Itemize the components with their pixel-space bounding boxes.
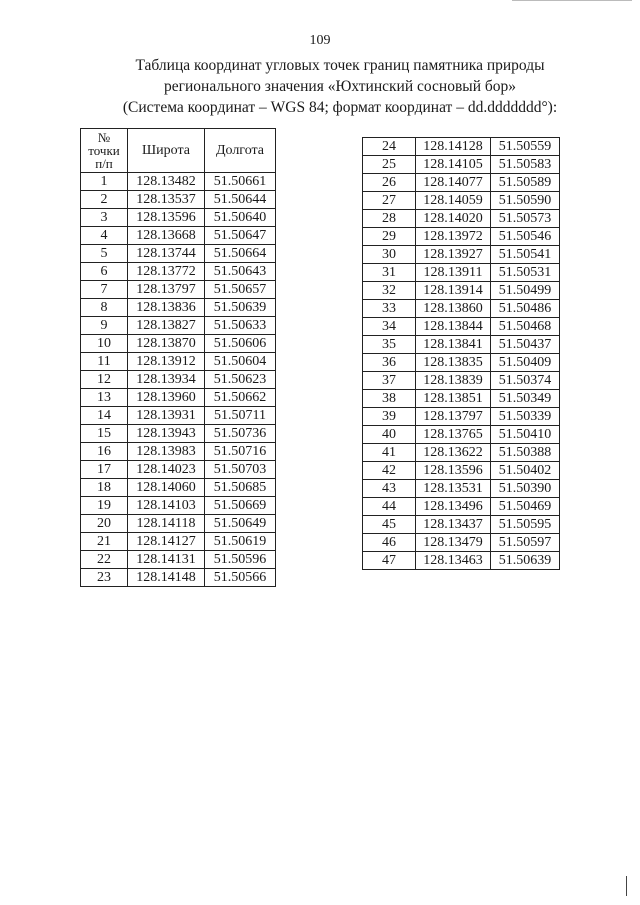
table-row [81,209,276,227]
table-row [363,444,560,462]
table-row [81,425,276,443]
title-line-2: регионального значения «Юхтинский сосновый бор» [164,78,516,95]
point-number-cell: 30 [363,246,416,264]
latitude-cell: 128.13531 [416,480,491,498]
latitude-cell: 128.14105 [416,156,491,174]
latitude-cell: 128.13841 [416,336,491,354]
latitude-cell: 128.14023 [128,461,205,479]
longitude-cell: 51.50623 [205,371,276,389]
document-title [60,55,620,118]
latitude-cell: 128.13479 [416,534,491,552]
coordinates-table-right [362,137,560,570]
margin-mark [626,876,627,896]
point-number-cell: 10 [81,335,128,353]
longitude-cell: 51.50633 [205,317,276,335]
longitude-cell: 51.50711 [205,407,276,425]
latitude-cell: 128.14059 [416,192,491,210]
latitude-cell: 128.14118 [128,515,205,533]
table-row [81,173,276,191]
header-latitude: Широта [128,129,205,173]
longitude-cell: 51.50437 [491,336,560,354]
latitude-cell: 128.14077 [416,174,491,192]
latitude-cell: 128.13914 [416,282,491,300]
point-number-cell: 11 [81,353,128,371]
page-number: 109 [309,33,331,48]
longitude-cell: 51.50546 [491,228,560,246]
point-number-cell: 1 [81,173,128,191]
latitude-cell: 128.13744 [128,245,205,263]
latitude-cell: 128.13765 [416,426,491,444]
table-row [363,156,560,174]
table-row [81,281,276,299]
longitude-cell: 51.50559 [491,138,560,156]
longitude-cell: 51.50469 [491,498,560,516]
point-number-cell: 40 [363,426,416,444]
latitude-cell: 128.13622 [416,444,491,462]
latitude-cell: 128.13496 [416,498,491,516]
table-row [81,191,276,209]
point-number-cell: 18 [81,479,128,497]
point-number-cell: 22 [81,551,128,569]
longitude-cell: 51.50486 [491,300,560,318]
point-number-cell: 9 [81,317,128,335]
longitude-cell: 51.50541 [491,246,560,264]
latitude-cell: 128.13836 [128,299,205,317]
point-number-cell: 34 [363,318,416,336]
table-row [363,498,560,516]
point-number-cell: 24 [363,138,416,156]
table-header-row [81,129,276,173]
longitude-cell: 51.50662 [205,389,276,407]
longitude-cell: 51.50349 [491,390,560,408]
table-row [81,461,276,479]
table-row [81,353,276,371]
table-row [363,426,560,444]
longitude-cell: 51.50736 [205,425,276,443]
longitude-cell: 51.50410 [491,426,560,444]
point-number-cell: 15 [81,425,128,443]
page-edge-line [512,0,632,1]
table-row [363,372,560,390]
longitude-cell: 51.50590 [491,192,560,210]
table-row [81,371,276,389]
longitude-cell: 51.50606 [205,335,276,353]
table-row [81,263,276,281]
latitude-cell: 128.13927 [416,246,491,264]
longitude-cell: 51.50595 [491,516,560,534]
latitude-cell: 128.13844 [416,318,491,336]
table-row [363,534,560,552]
table-row [363,192,560,210]
latitude-cell: 128.14103 [128,497,205,515]
point-number-cell: 6 [81,263,128,281]
table-row [363,336,560,354]
latitude-cell: 128.13537 [128,191,205,209]
table-row [81,299,276,317]
latitude-cell: 128.13437 [416,516,491,534]
point-number-cell: 19 [81,497,128,515]
point-number-cell: 28 [363,210,416,228]
point-number-cell: 20 [81,515,128,533]
point-number-cell: 16 [81,443,128,461]
point-number-cell: 29 [363,228,416,246]
longitude-cell: 51.50664 [205,245,276,263]
latitude-cell: 128.14060 [128,479,205,497]
table-row [363,408,560,426]
table-row [363,264,560,282]
header-point-number [81,129,128,173]
longitude-cell: 51.50339 [491,408,560,426]
point-number-cell: 31 [363,264,416,282]
latitude-cell: 128.13911 [416,264,491,282]
point-number-cell: 43 [363,480,416,498]
latitude-cell: 128.13797 [128,281,205,299]
table-row [363,318,560,336]
latitude-cell: 128.14131 [128,551,205,569]
point-number-cell: 45 [363,516,416,534]
point-number-cell: 17 [81,461,128,479]
longitude-cell: 51.50639 [491,552,560,570]
point-number-cell: 25 [363,156,416,174]
latitude-cell: 128.13835 [416,354,491,372]
longitude-cell: 51.50685 [205,479,276,497]
longitude-cell: 51.50669 [205,497,276,515]
right-table-body [363,138,560,570]
point-number-cell: 7 [81,281,128,299]
latitude-cell: 128.14148 [128,569,205,587]
longitude-cell: 51.50390 [491,480,560,498]
longitude-cell: 51.50647 [205,227,276,245]
table-row [363,174,560,192]
latitude-cell: 128.13463 [416,552,491,570]
point-number-cell: 4 [81,227,128,245]
table-row [81,551,276,569]
point-number-cell: 46 [363,534,416,552]
table-row [81,443,276,461]
header-num-line-1: № [97,130,111,145]
header-num-line-2: точки [88,143,120,158]
table-row [363,390,560,408]
table-row [363,462,560,480]
point-number-cell: 26 [363,174,416,192]
latitude-cell: 128.13870 [128,335,205,353]
longitude-cell: 51.50644 [205,191,276,209]
table-row [363,552,560,570]
latitude-cell: 128.13827 [128,317,205,335]
point-number-cell: 33 [363,300,416,318]
longitude-cell: 51.50531 [491,264,560,282]
longitude-cell: 51.50596 [205,551,276,569]
longitude-cell: 51.50649 [205,515,276,533]
table-row [363,282,560,300]
table-row [363,480,560,498]
latitude-cell: 128.13482 [128,173,205,191]
longitude-cell: 51.50716 [205,443,276,461]
table-row [81,515,276,533]
table-row [81,407,276,425]
latitude-cell: 128.13596 [128,209,205,227]
point-number-cell: 47 [363,552,416,570]
latitude-cell: 128.14020 [416,210,491,228]
point-number-cell: 37 [363,372,416,390]
longitude-cell: 51.50374 [491,372,560,390]
longitude-cell: 51.50566 [205,569,276,587]
table-row [81,335,276,353]
longitude-cell: 51.50703 [205,461,276,479]
point-number-cell: 2 [81,191,128,209]
point-number-cell: 12 [81,371,128,389]
title-line-1: Таблица координат угловых точек границ памятника природы [135,57,545,74]
latitude-cell: 128.13772 [128,263,205,281]
coordinates-table-left [80,128,276,587]
longitude-cell: 51.50583 [491,156,560,174]
table-row [81,479,276,497]
longitude-cell: 51.50573 [491,210,560,228]
latitude-cell: 128.14127 [128,533,205,551]
point-number-cell: 38 [363,390,416,408]
latitude-cell: 128.13931 [128,407,205,425]
table-row [363,354,560,372]
table-row [81,245,276,263]
table-row [81,389,276,407]
latitude-cell: 128.13797 [416,408,491,426]
latitude-cell: 128.13668 [128,227,205,245]
title-line-3: (Система координат – WGS 84; формат координат – dd.ddddddd°): [122,99,558,116]
left-table-body [81,173,276,587]
latitude-cell: 128.13972 [416,228,491,246]
longitude-cell: 51.50657 [205,281,276,299]
longitude-cell: 51.50619 [205,533,276,551]
table-row [363,210,560,228]
longitude-cell: 51.50409 [491,354,560,372]
table-row [363,138,560,156]
point-number-cell: 23 [81,569,128,587]
point-number-cell: 36 [363,354,416,372]
table-row [81,497,276,515]
longitude-cell: 51.50604 [205,353,276,371]
latitude-cell: 128.13983 [128,443,205,461]
point-number-cell: 27 [363,192,416,210]
longitude-cell: 51.50589 [491,174,560,192]
point-number-cell: 39 [363,408,416,426]
latitude-cell: 128.14128 [416,138,491,156]
longitude-cell: 51.50643 [205,263,276,281]
longitude-cell: 51.50499 [491,282,560,300]
point-number-cell: 13 [81,389,128,407]
table-row [81,317,276,335]
table-row [363,228,560,246]
point-number-cell: 8 [81,299,128,317]
point-number-cell: 21 [81,533,128,551]
header-longitude: Долгота [205,129,276,173]
table-row [81,227,276,245]
longitude-cell: 51.50640 [205,209,276,227]
latitude-cell: 128.13943 [128,425,205,443]
latitude-cell: 128.13596 [416,462,491,480]
latitude-cell: 128.13960 [128,389,205,407]
latitude-cell: 128.13839 [416,372,491,390]
point-number-cell: 44 [363,498,416,516]
point-number-cell: 42 [363,462,416,480]
latitude-cell: 128.13912 [128,353,205,371]
point-number-cell: 3 [81,209,128,227]
longitude-cell: 51.50597 [491,534,560,552]
table-row [363,300,560,318]
table-row [81,569,276,587]
point-number-cell: 35 [363,336,416,354]
longitude-cell: 51.50661 [205,173,276,191]
point-number-cell: 32 [363,282,416,300]
longitude-cell: 51.50468 [491,318,560,336]
table-row [363,246,560,264]
point-number-cell: 41 [363,444,416,462]
point-number-cell: 14 [81,407,128,425]
longitude-cell: 51.50639 [205,299,276,317]
latitude-cell: 128.13934 [128,371,205,389]
latitude-cell: 128.13860 [416,300,491,318]
header-num-line-3: п/п [95,156,113,171]
point-number-cell: 5 [81,245,128,263]
table-row [363,516,560,534]
longitude-cell: 51.50388 [491,444,560,462]
latitude-cell: 128.13851 [416,390,491,408]
longitude-cell: 51.50402 [491,462,560,480]
table-row [81,533,276,551]
